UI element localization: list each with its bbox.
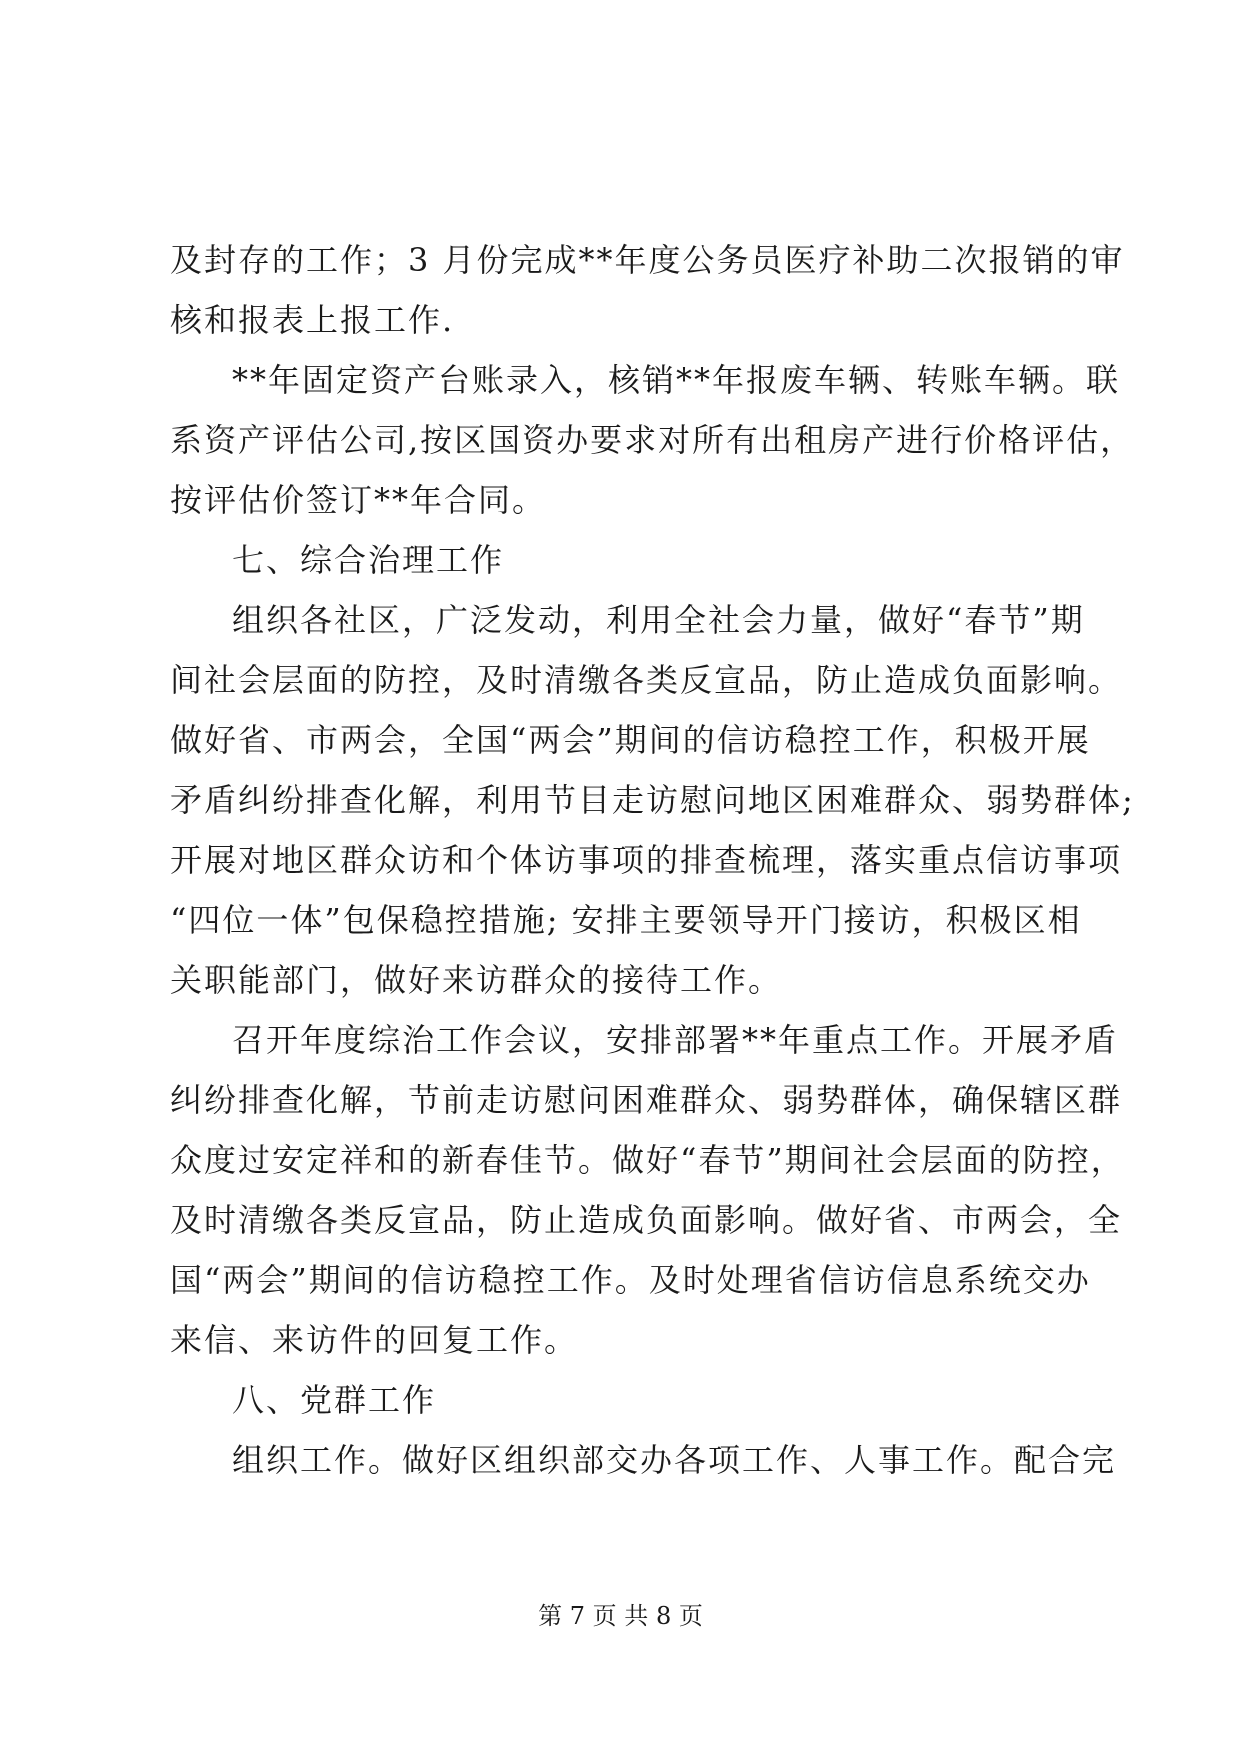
paragraph-start: 组织工作。做好区组织部交办各项工作、人事工作。配合完 bbox=[232, 1441, 1117, 1479]
text-line: 按评估价签订**年合同。 bbox=[170, 481, 547, 519]
text-line: 矛盾纠纷排查化解，利用节目走访慰问地区困难群众、弱势群体; bbox=[170, 781, 1135, 819]
document-body bbox=[170, 230, 1135, 1490]
text-line: 做好省、市两会，全国“两会”期间的信访稳控工作，积极开展 bbox=[170, 721, 1091, 759]
paragraph-start: 组织各社区，广泛发动，利用全社会力量，做好“春节”期 bbox=[232, 601, 1085, 639]
text-line: 及封存的工作；3 月份完成**年度公务员医疗补助二次报销的审 bbox=[170, 241, 1125, 279]
text-line: 关职能部门，做好来访群众的接待工作。 bbox=[170, 961, 783, 999]
paragraph-start: **年固定资产台账录入，核销**年报废车辆、转账车辆。联 bbox=[232, 361, 1121, 399]
text-line: 间社会层面的防控，及时清缴各类反宣品，防止造成负面影响。 bbox=[170, 661, 1123, 699]
text-line: 及时清缴各类反宣品，防止造成负面影响。做好省、市两会，全 bbox=[170, 1201, 1123, 1239]
text-line: 系资产评估公司,按区国资办要求对所有出租房产进行价格评估， bbox=[170, 421, 1135, 459]
text-line: “四位一体”包保稳控措施; 安排主要领导开门接访，积极区相 bbox=[170, 901, 1082, 939]
section-heading-7: 七、综合治理工作 bbox=[232, 541, 505, 579]
section-heading-8: 八、党群工作 bbox=[232, 1381, 437, 1419]
text-line: 纠纷排查化解，节前走访慰问困难群众、弱势群体，确保辖区群 bbox=[170, 1081, 1123, 1119]
text-line: 国“两会”期间的信访稳控工作。及时处理省信访信息系统交办 bbox=[170, 1261, 1091, 1299]
page-number-footer: 第 7 页 共 8 页 bbox=[538, 1602, 703, 1630]
paragraph-start: 召开年度综治工作会议，安排部署**年重点工作。开展矛盾 bbox=[232, 1021, 1119, 1059]
text-line: 来信、来访件的回复工作。 bbox=[170, 1321, 579, 1359]
text-line: 众度过安定祥和的新春佳节。做好“春节”期间社会层面的防控， bbox=[170, 1141, 1125, 1179]
text-line: 开展对地区群众访和个体访事项的排查梳理，落实重点信访事项 bbox=[170, 841, 1123, 879]
text-line: 核和报表上报工作. bbox=[170, 301, 455, 339]
